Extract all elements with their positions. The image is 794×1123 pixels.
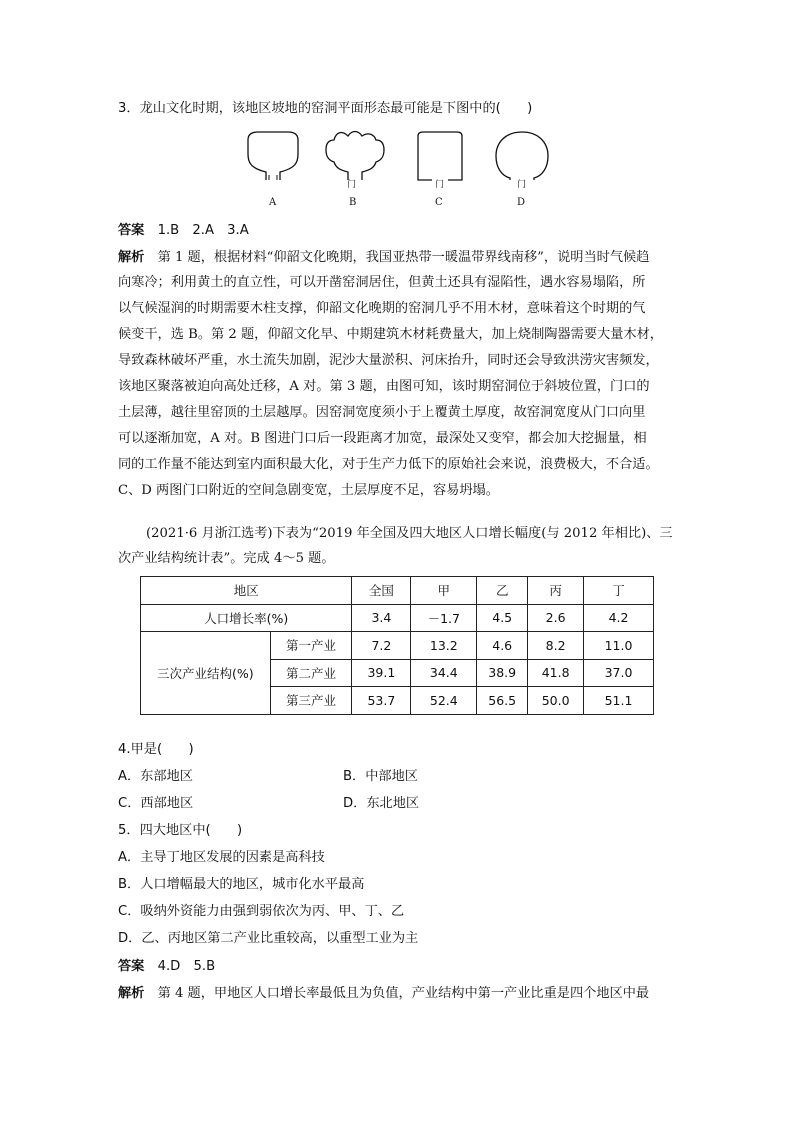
table-row-primary [141, 632, 654, 660]
answer-text: 1.B 2.A 3.A [157, 223, 249, 238]
answer-label: 答案 [118, 959, 145, 974]
table-cell-row-label: 第二产业 [270, 659, 352, 687]
answer-text: 4.D 5.B [157, 959, 216, 974]
table-cell-structure-label: 三次产业结构(%) [141, 632, 271, 715]
table-row-growth [141, 604, 654, 632]
cave-plan-c [418, 132, 462, 180]
question-5-stem: 5．四大地区中( ) [118, 823, 243, 838]
table-cell: 11.0 [584, 632, 654, 660]
analysis-1-line-5: 导致森林破坏严重，水土流失加剧，泥沙大量淤积、河床抬升，同时还会导致洪涝灾害频发， [118, 353, 659, 368]
figure-label-b: B [349, 197, 357, 208]
table-header-national: 全国 [352, 577, 411, 605]
analysis-1-line-10: C、D 两图门口附近的空间急剧变宽，土层厚度不足，容易坍塌。 [118, 483, 499, 498]
figure-label-c: C [435, 197, 443, 208]
analysis-2-line-1: 解析 第 4 题，甲地区人口增长率最低且为负值，产业结构中第一产业比重是四个地区中最 [118, 986, 650, 1001]
analysis-1-line-1: 解析 第 1 题，根据材料“仰韶文化晚期，我国亚热带一暖温带界线南移”，说明当时气候趋 [118, 250, 650, 265]
intro-line-1: (2021·6 月浙江选考)下表为“2019 年全国及四大地区人口增长幅度(与 2012 年相比)、三 [146, 526, 673, 541]
q4-option-d: D．东北地区 [343, 796, 420, 811]
table-cell: 38.9 [477, 659, 528, 687]
q4-option-b: B．中部地区 [343, 769, 418, 784]
intro-line-2: 次产业结构统计表”。完成 4～5 题。 [118, 551, 335, 566]
answer-1 [118, 222, 249, 240]
table-cell: 52.4 [411, 687, 477, 715]
analysis-1-line-7: 土层薄，越往里窑顶的土层越厚。因窑洞宽度须小于上覆黄土厚度，故窑洞宽度从门口向里 [118, 405, 646, 420]
table-header-ding: 丁 [584, 577, 654, 605]
analysis-1-line-8: 可以逐渐加宽，A 对。B 图进门口后一段距离才加宽，最深处又变窄，都会加大挖掘量，相 [118, 431, 647, 446]
analysis-1-line-2: 向寒冷；利用黄土的直立性，可以开凿窑洞居住，但黄土还具有湿陷性，遇水容易塌陷，所 [118, 275, 646, 290]
cave-plan-d [496, 132, 548, 180]
cave-plan-shapes [240, 128, 560, 190]
analysis-1-line-9: 同的工作量不能达到室内面积最大化，对于生产力低下的原始社会来说，浪费极大，不合适。 [118, 457, 659, 472]
q4-option-c: C．西部地区 [118, 796, 194, 811]
table-cell: 4.6 [477, 632, 528, 660]
table-cell: 3.4 [352, 604, 411, 632]
table-cell: 39.1 [352, 659, 411, 687]
cave-plan-a [248, 132, 298, 180]
table-cell: 7.2 [352, 632, 411, 660]
table-cell: 2.6 [528, 604, 584, 632]
table-cell: 4.2 [584, 604, 654, 632]
population-industry-table [140, 576, 654, 715]
table-cell: 56.5 [477, 687, 528, 715]
q4-option-a: A．东部地区 [118, 769, 193, 784]
q5-option-a: A．主导丁地区发展的因素是高科技 [118, 850, 325, 865]
table-cell-row-label: 第一产业 [270, 632, 352, 660]
figure-label-d: D [517, 197, 526, 208]
table-header-yi: 乙 [477, 577, 528, 605]
q5-option-b: B．人口增幅最大的地区，城市化水平最高 [118, 877, 365, 892]
table-header-row [141, 577, 654, 605]
table-cell: 50.0 [528, 687, 584, 715]
table-header-bing: 丙 [528, 577, 584, 605]
table-cell: 8.2 [528, 632, 584, 660]
q5-option-c: C．吸纳外资能力由强到弱依次为丙、甲、丁、乙 [118, 904, 405, 919]
analysis-1-line-6: 该地区聚落被迫向高处迁移，A 对。第 3 题，由图可知，该时期窑洞位于斜坡位置，门口的 [118, 379, 650, 394]
answer-2 [118, 958, 215, 976]
table-cell-growth-label: 人口增长率(%) [141, 604, 352, 632]
table-cell: 4.5 [477, 604, 528, 632]
cave-plan-figures [240, 128, 560, 213]
table-cell-row-label: 第三产业 [270, 687, 352, 715]
question-4-stem: 4.甲是( ) [118, 742, 194, 757]
analysis-1-line-3: 以气候湿润的时期需要木柱支撑，仰韶文化晚期的窑洞几乎不用木材，意味着这个时期的气 [118, 301, 646, 316]
table-cell: 37.0 [584, 659, 654, 687]
figure-label-a: A [269, 197, 277, 208]
table-cell: 41.8 [528, 659, 584, 687]
answer-label: 答案 [118, 223, 145, 238]
analysis-label: 解析 [118, 250, 145, 265]
table-cell: －1.7 [411, 604, 477, 632]
table-cell: 13.2 [411, 632, 477, 660]
analysis-1-line-4: 候变干，选 B。第 2 题，仰韶文化早、中期建筑木材耗费量大，加上烧制陶器需要大量木材， [118, 327, 663, 342]
analysis-label: 解析 [118, 986, 145, 1001]
door-label-c: 门 [435, 180, 445, 190]
cave-plan-b [326, 132, 384, 181]
door-label-b: 门 [347, 180, 357, 190]
table-cell: 34.4 [411, 659, 477, 687]
table-header-jia: 甲 [411, 577, 477, 605]
table-cell: 53.7 [352, 687, 411, 715]
table-header-region: 地区 [141, 577, 352, 605]
table-cell: 51.1 [584, 687, 654, 715]
question-3-stem: 3．龙山文化时期，该地区坡地的窑洞平面形态最可能是下图中的( ) [118, 101, 533, 116]
door-label-d: 门 [517, 180, 527, 190]
q5-option-d: D．乙、丙地区第二产业比重较高，以重型工业为主 [118, 931, 419, 946]
